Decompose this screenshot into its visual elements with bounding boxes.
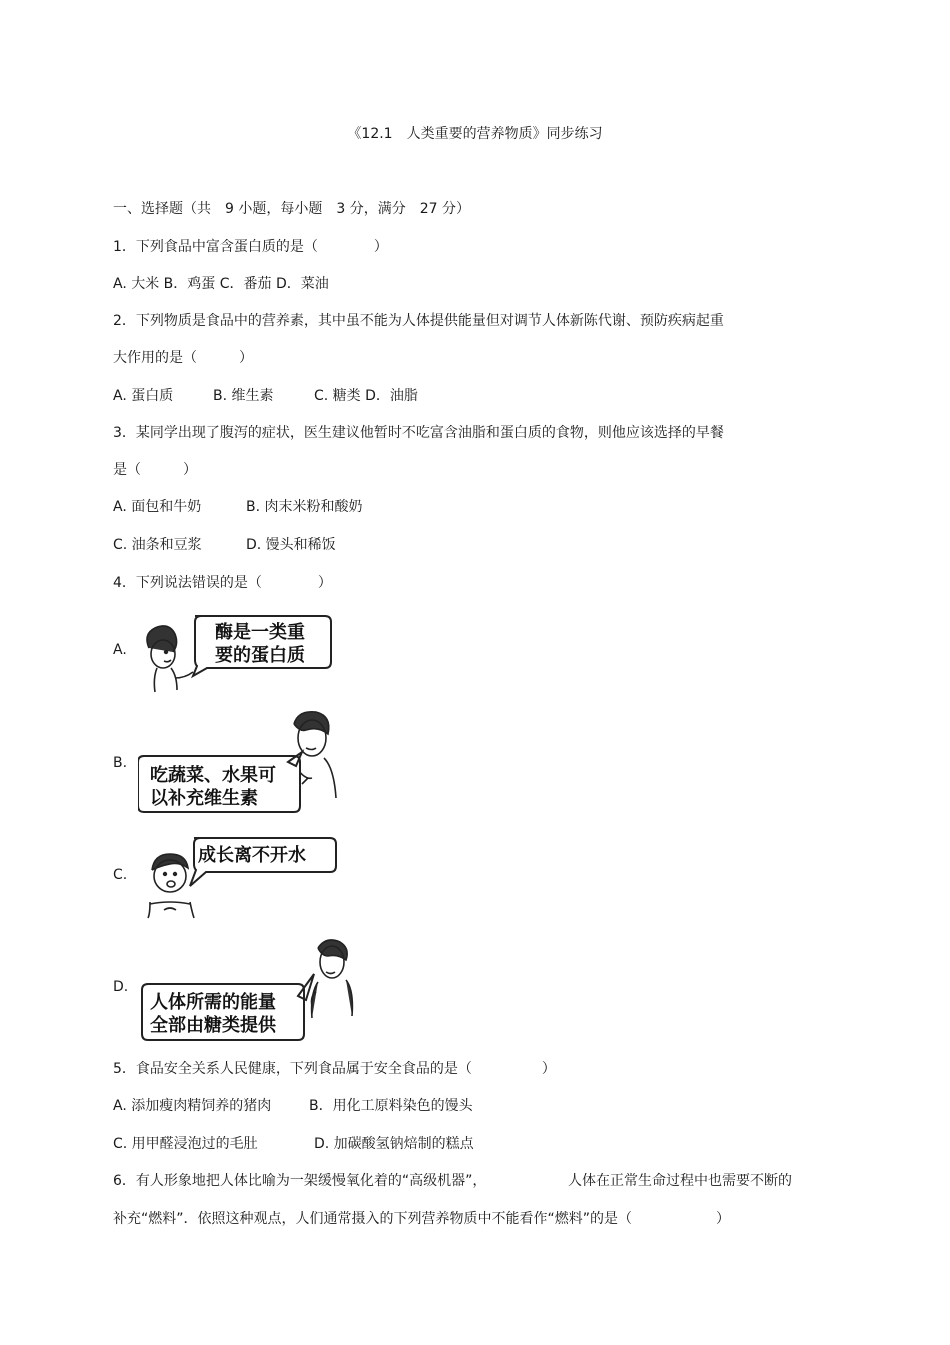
- question-3-stem-line2: 是（ ）: [113, 462, 197, 478]
- question-5-stem: 5．食品安全关系人民健康，下列食品属于安全食品的是（ ）: [113, 1061, 556, 1077]
- question-5-option-a: A. 添加瘦肉精饲养的猪肉: [113, 1098, 272, 1114]
- girl-figure-icon: [147, 626, 193, 692]
- question-1-options: A. 大米 B．鸡蛋 C．番茄 D．菜油: [113, 276, 329, 292]
- question-2-option-c: C. 糖类 D．油脂: [314, 388, 418, 404]
- question-6-stem-line1b: 人体在正常生命过程中也需要不断的: [568, 1173, 792, 1189]
- speech-bubble-d-line2: 全部由糖类提供: [150, 1015, 276, 1036]
- question-4-option-b-illustration: [138, 708, 343, 816]
- question-3-option-b: B. 肉末米粉和酸奶: [246, 499, 363, 515]
- speech-bubble-b-line2: 以补充维生素: [150, 788, 258, 809]
- question-4-option-a-illustration: [135, 608, 335, 696]
- speech-bubble-c-line1: 成长离不开水: [198, 845, 306, 866]
- question-3-option-a: A. 面包和牛奶: [113, 499, 202, 515]
- question-3-option-c: C. 油条和豆浆: [113, 537, 202, 553]
- speech-bubble-b-line1: 吃蔬菜、水果可: [150, 765, 276, 786]
- question-3-option-d: D. 馒头和稀饭: [246, 537, 336, 553]
- question-4-option-d-label: D.: [113, 979, 129, 995]
- question-2-stem-line1: 2．下列物质是食品中的营养素，其中虽不能为人体提供能量但对调节人体新陈代谢、预防疾病起重: [113, 313, 724, 329]
- question-2-option-b: B. 维生素: [213, 388, 274, 404]
- boy-figure-icon: [148, 854, 194, 918]
- speech-bubble-a-line2: 要的蛋白质: [215, 645, 305, 666]
- question-4-stem: 4．下列说法错误的是（ ）: [113, 575, 332, 591]
- question-4-option-d-illustration: [140, 934, 355, 1042]
- section-heading: 一、选择题（共 9 小题，每小题 3 分，满分 27 分）: [113, 201, 470, 217]
- question-2-option-a: A. 蛋白质: [113, 388, 174, 404]
- question-4-option-b-label: B.: [113, 755, 128, 771]
- question-5-option-d: D. 加碳酸氢钠焙制的糕点: [314, 1136, 474, 1152]
- question-4-option-a-label: A.: [113, 642, 127, 658]
- question-1-stem: 1．下列食品中富含蛋白质的是（ ）: [113, 239, 388, 255]
- speech-bubble-a-line1: 酶是一类重: [215, 622, 305, 643]
- question-3-stem-line1: 3．某同学出现了腹泻的症状，医生建议他暂时不吃富含油脂和蛋白质的食物，则他应该选择的早餐: [113, 425, 724, 441]
- question-4-option-c-illustration: [140, 832, 340, 922]
- man-figure-icon-2: [312, 940, 353, 1018]
- speech-bubble-d-line1: 人体所需的能量: [150, 992, 276, 1013]
- question-5-option-b: B．用化工原料染色的馒头: [309, 1098, 473, 1114]
- question-4-option-c-label: C.: [113, 867, 128, 883]
- page-title: 《12.1 人类重要的营养物质》同步练习: [347, 126, 603, 142]
- question-2-stem-line2: 大作用的是（ ）: [113, 350, 253, 366]
- question-6-stem-line1a: 6．有人形象地把人体比喻为一架缓慢氧化着的“高级机器”，: [113, 1173, 487, 1189]
- question-5-option-c: C. 用甲醛浸泡过的毛肚: [113, 1136, 258, 1152]
- question-6-stem-line2: 补充“燃料”．依照这种观点，人们通常摄入的下列营养物质中不能看作“燃料”的是（ ）: [113, 1211, 731, 1227]
